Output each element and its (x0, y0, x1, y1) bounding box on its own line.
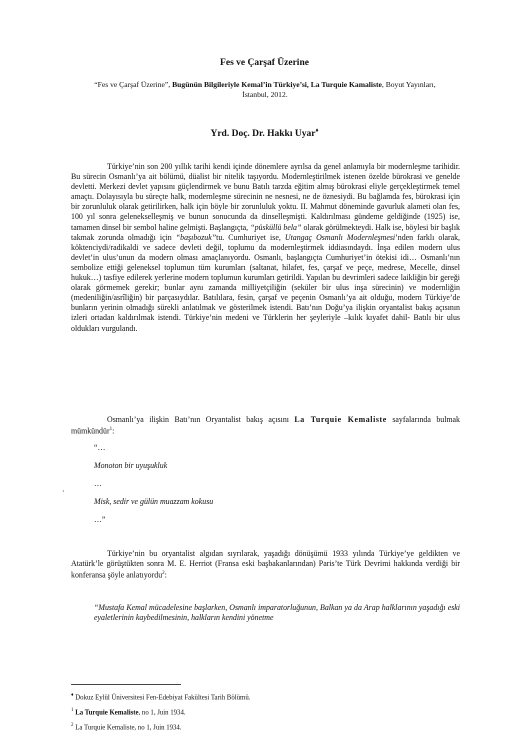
quote-close: …” (94, 515, 106, 524)
footnote-book: La Turquie Kemaliste (75, 709, 139, 717)
p2-book-title: La Turquie Kemaliste (294, 415, 387, 424)
p1-text-4: ’nden farklı olarak, köktenciydi/radikaldi ve sadece devleti değil, toplumu da modernleştirmek iddiasındaydı. İnşa edilen modern ulus devlet’in ulus’unun da modern olması amaçlanıyordu. Osmanlı, başlangıçta Cumhuriyet’in ötekisi idi… Osmanlı’nın sembolize ettiği geleneksel toplumun tüm kurumları (saltanat, hilafet, fes, çarşaf ve peçe, medrese, Mecelle, dinsel hukuk…) tasfiye edilerek yerlerine modern toplumun kurumları getirildi. Yapılan bu devrimleri sadece laikliğin bir gereği olarak görmemek gerekir; bunlar aynı zamanda milliyetçiliğin (seküler bir ulus inşa sürecinin) ve modernliğin (medeniliğin/asrîliğin) bir parçasıydılar. Batılılara, fesin, çarşaf ve peçenin Osmanlı’ya ait olduğu, modern Türkiye’de bunların yerinin olmadığı sürekli anlatılmak ve gösterilmek istendi. Batı’nın Doğu’ya ilişkin oryantalist bakış açısının izleri ortadan kaldırılmak istendi. Türkiye’nin medeni ve Türklerin her şeyleriyle –kılık kıyafet dahil- Batılı bir ulus oldukları vurgulandı. (71, 232, 461, 333)
p1-italic-1: “püsküllü bela” (250, 222, 302, 232)
p2-colon: : (112, 426, 115, 436)
p1-text-3: tu. Cumhuriyet ise, (216, 232, 285, 242)
paragraph-1 (71, 162, 460, 334)
author-line (0, 128, 529, 139)
p3-colon: : (164, 570, 167, 580)
author-name: Yrd. Doç. Dr. Hakkı Uyar (210, 129, 316, 140)
quote-open: “… (94, 443, 106, 452)
citation-quote: “Fes ve Çarşaf Üzerine”, (94, 80, 173, 89)
p2-text-2: sayfalarında bulmak mümkündür (71, 415, 460, 436)
footnote-text: , no 1, Juin 1934. (138, 709, 186, 717)
footnote-divider (71, 684, 181, 685)
herriot-quote: “Mustafa Kemal mücadelesine başlarken, Osmanlı imparatorluğunun, Balkan ya da Arap halklarının yaşadığı eski eyaletlerinin kaybedilmesinin, halkların kendini yönetme (94, 603, 460, 623)
p1-italic-3: Utangaç Osmanlı Modernleşmesi (284, 232, 396, 242)
footnote-2 (71, 723, 182, 731)
p2-text: Osmanlı’ya ilişkin Batı’nın Oryantalist bakış açısını (107, 415, 295, 424)
footnote-text: Dokuz Eylül Üniversitesi Fen-Edebiyat Fakültesi Tarih Bölümü. (73, 694, 251, 702)
footnote-mark: 1 (71, 708, 74, 713)
footnote-1 (71, 708, 186, 716)
footnote-ref-2[interactable]: 2 (162, 571, 165, 577)
footnote-mark: ♦ (71, 693, 74, 698)
source-citation (72, 80, 458, 100)
footnote-text: La Turquie Kemaliste, no 1, Juin 1934. (73, 724, 182, 732)
margin-dot: · (62, 487, 65, 496)
p1-text-1: Türkiye’nin son 200 yıllık tarihi kendi içinde dönemlere ayrılsa da genel anlamıyla bir modernleşme tarihidir. Bu sürecin Osmanlı’ya ait bölümü, düalist bir nitelik taşıyordu. Modernleştirilmek istenen özelde bürokrasi ve genelde devletti. Merkezi devlet yapısını güçlendirmek ve bunu Batılı tarzda eğitim almış bürokrasi eliyle gerçekleştirmek temel amaçtı. Dolayısıyla bu süreçte halk, modernleşme sürecinin ne nesnesi, ne de öznesiydi. Bu bağlamda fes, bürokrasi için bir zorunluluk olarak getirilirken, halk için böyle bir zorunluluk yoktu. II. Mahmut döneminde gavurluk alameti olan fes, 100 yıl sonra gelenekselleşmiş ve bunun sonucunda da dinselleşmişti. Kaldırılması gündeme geldiğinde (1925) ise, tamamen dinsel bir sembol haline gelmişti. Başlangıçta, (71, 162, 460, 232)
paragraph-3 (71, 549, 460, 581)
footnote-mark: 2 (71, 723, 74, 728)
p3-text: Türkiye’nin bu oryantalist algıdan sıyrılarak, yaşadığı dönüşümü 1933 yılında Türkiye’ye geldikten ve Atatürk’le görüştükten sonra M. E. Herriot (Fransa eski başbakanlarından) Paris’te Türk Devrimi hakkında verdiği bir konferansa şöyle anlatıyordu (71, 549, 460, 580)
p1-italic-2: “başıbozuk” (175, 232, 217, 242)
footnote-author (71, 693, 250, 701)
page-title: Fes ve Çarşaf Üzerine (220, 58, 309, 68)
p1-text-2: olarak görülmekteydi. Halk ise, böylesi bir başlık takmak zorunda olmadığı için (71, 222, 461, 242)
quote-line-2: Misk, sedir ve gülün muazzam kokusu (94, 497, 214, 506)
citation-publisher: , Boyut Yayınları, (381, 80, 436, 89)
quote-line-1: Monoton bir uyuşukluk (94, 461, 168, 470)
quote-dots: … (94, 479, 102, 488)
citation-place: İstanbul, 2012. (242, 90, 288, 99)
paragraph-2 (71, 415, 460, 437)
author-footnote-mark: ♦ (315, 128, 319, 134)
citation-book: Bugünün Bilgileriyle Kemal’in Türkiye’si, La Turquie Kamaliste (172, 80, 382, 89)
footnote-ref-1[interactable]: 1 (109, 427, 113, 433)
